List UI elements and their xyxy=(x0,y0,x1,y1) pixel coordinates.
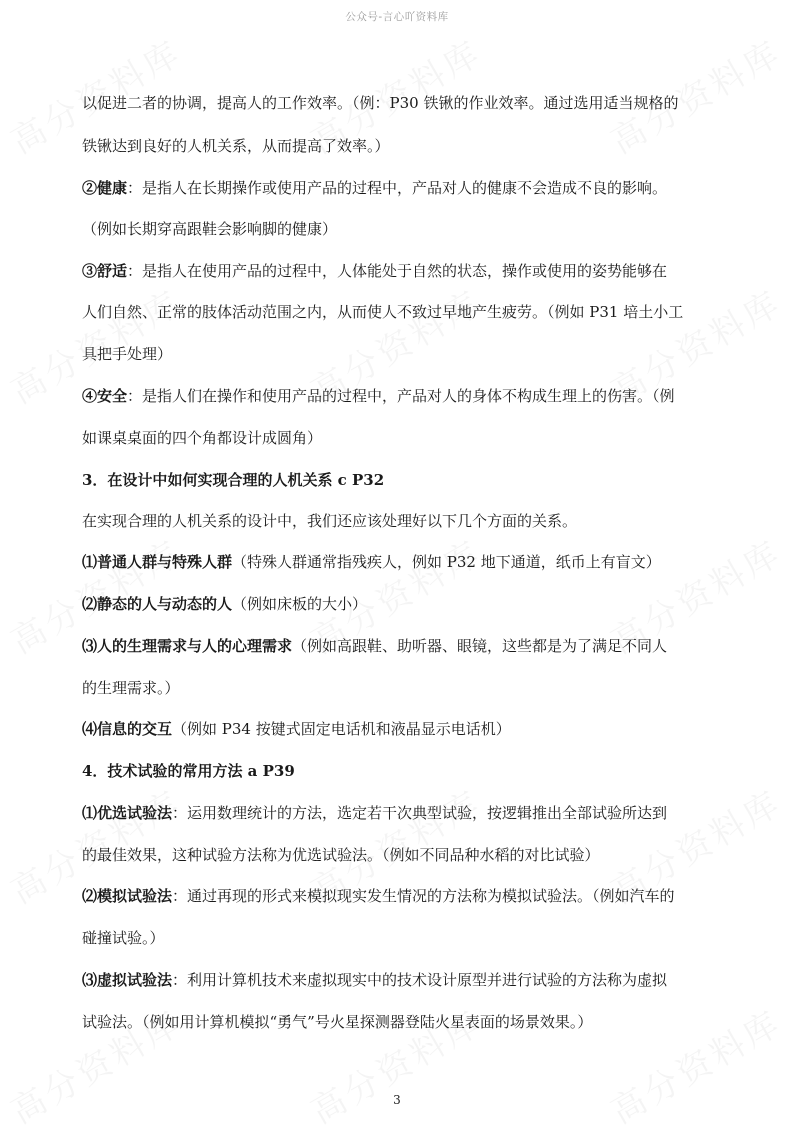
bold-run: ③舒适 xyxy=(82,262,128,280)
text-run: 试验法。（例如用计算机模拟“勇气”号火星探测器登陆火星表面的场景效果。） xyxy=(82,1013,593,1031)
page-number: 3 xyxy=(393,1093,401,1107)
text-run: ：通过再现的形式来模拟现实发生情况的方法称为模拟试验法。（例如汽车的 xyxy=(172,887,675,905)
text-line xyxy=(82,302,714,322)
text-line xyxy=(82,636,714,656)
text-line xyxy=(82,428,714,448)
text-run: 以促进二者的协调，提高人的工作效率。（例：P30 铁锹的作业效率。通过选用适当规格的 xyxy=(82,94,679,112)
text-line xyxy=(82,970,714,990)
text-line xyxy=(82,719,714,739)
page-header: 公众号-言心吖资料库 xyxy=(345,11,449,23)
text-line xyxy=(82,344,714,364)
text-run: 的生理需求。） xyxy=(82,679,180,697)
text-run: ：运用数理统计的方法，选定若干次典型试验，按逻辑推出全部试验所达到 xyxy=(172,804,668,822)
bold-run: ④安全 xyxy=(82,387,128,405)
bold-run: 4．技术试验的常用方法 a P39 xyxy=(82,762,295,780)
text-line xyxy=(82,928,714,948)
text-run: ：是指人在使用产品的过程中，人体能处于自然的状态，操作或使用的姿势能够在 xyxy=(127,262,668,280)
text-line xyxy=(82,219,714,239)
text-run: ：是指人在长期操作或使用产品的过程中，产品对人的健康不会造成不良的影响。 xyxy=(127,179,668,197)
text-run: 铁锹达到良好的人机关系，从而提高了效率。） xyxy=(82,137,390,155)
text-line xyxy=(82,803,714,823)
text-run: ：是指人们在操作和使用产品的过程中，产品对人的身体不构成生理上的伤害。（例 xyxy=(127,387,675,405)
bold-run: ②健康 xyxy=(82,179,128,197)
bold-run: ⑴优选试验法 xyxy=(82,804,173,822)
text-line xyxy=(82,678,714,698)
text-line xyxy=(82,261,714,281)
text-line xyxy=(82,511,714,531)
text-run: （例如高跟鞋、助听器、眼镜，这些都是为了满足不同人 xyxy=(292,637,668,655)
text-run: （例如长期穿高跟鞋会影响脚的健康） xyxy=(82,220,338,238)
text-run: 人们自然、正常的肢体活动范围之内，从而使人不致过早地产生疲劳。（例如 P31 培土小工 xyxy=(82,303,684,321)
text-run: 如课桌桌面的四个角都设计成圆角） xyxy=(82,429,323,447)
text-run: 在实现合理的人机关系的设计中，我们还应该处理好以下几个方面的关系。 xyxy=(82,512,578,530)
text-run: 碰撞试验。） xyxy=(82,929,165,947)
bold-run: ⑴普通人群与特殊人群 xyxy=(82,553,233,571)
text-line xyxy=(82,552,714,572)
bold-run: ⑷信息的交互 xyxy=(82,720,173,738)
text-line xyxy=(82,386,714,406)
text-run: 具把手处理） xyxy=(82,345,173,363)
text-line xyxy=(82,1012,714,1032)
bold-run: 3．在设计中如何实现合理的人机关系 c P32 xyxy=(82,471,385,489)
text-line xyxy=(82,136,714,156)
text-run: ：利用计算机技术来虚拟现实中的技术设计原型并进行试验的方法称为虚拟 xyxy=(172,971,668,989)
text-line xyxy=(82,594,714,614)
text-line xyxy=(82,886,714,906)
text-line xyxy=(82,93,714,113)
bold-run: ⑵静态的人与动态的人 xyxy=(82,595,233,613)
text-run: （特殊人群通常指残疾人，例如 P32 地下通道，纸币上有盲文） xyxy=(232,553,661,571)
text-run: （例如 P34 按键式固定电话机和液晶显示电话机） xyxy=(172,720,511,738)
text-run: （例如床板的大小） xyxy=(232,595,368,613)
text-line xyxy=(82,178,714,198)
section-heading xyxy=(82,761,714,781)
section-heading xyxy=(82,470,714,490)
bold-run: ⑶虚拟试验法 xyxy=(82,971,173,989)
text-line xyxy=(82,845,714,865)
bold-run: ⑵模拟试验法 xyxy=(82,887,173,905)
bold-run: ⑶人的生理需求与人的心理需求 xyxy=(82,637,293,655)
text-run: 的最佳效果，这种试验方法称为优选试验法。（例如不同品种水稻的对比试验） xyxy=(82,846,600,864)
